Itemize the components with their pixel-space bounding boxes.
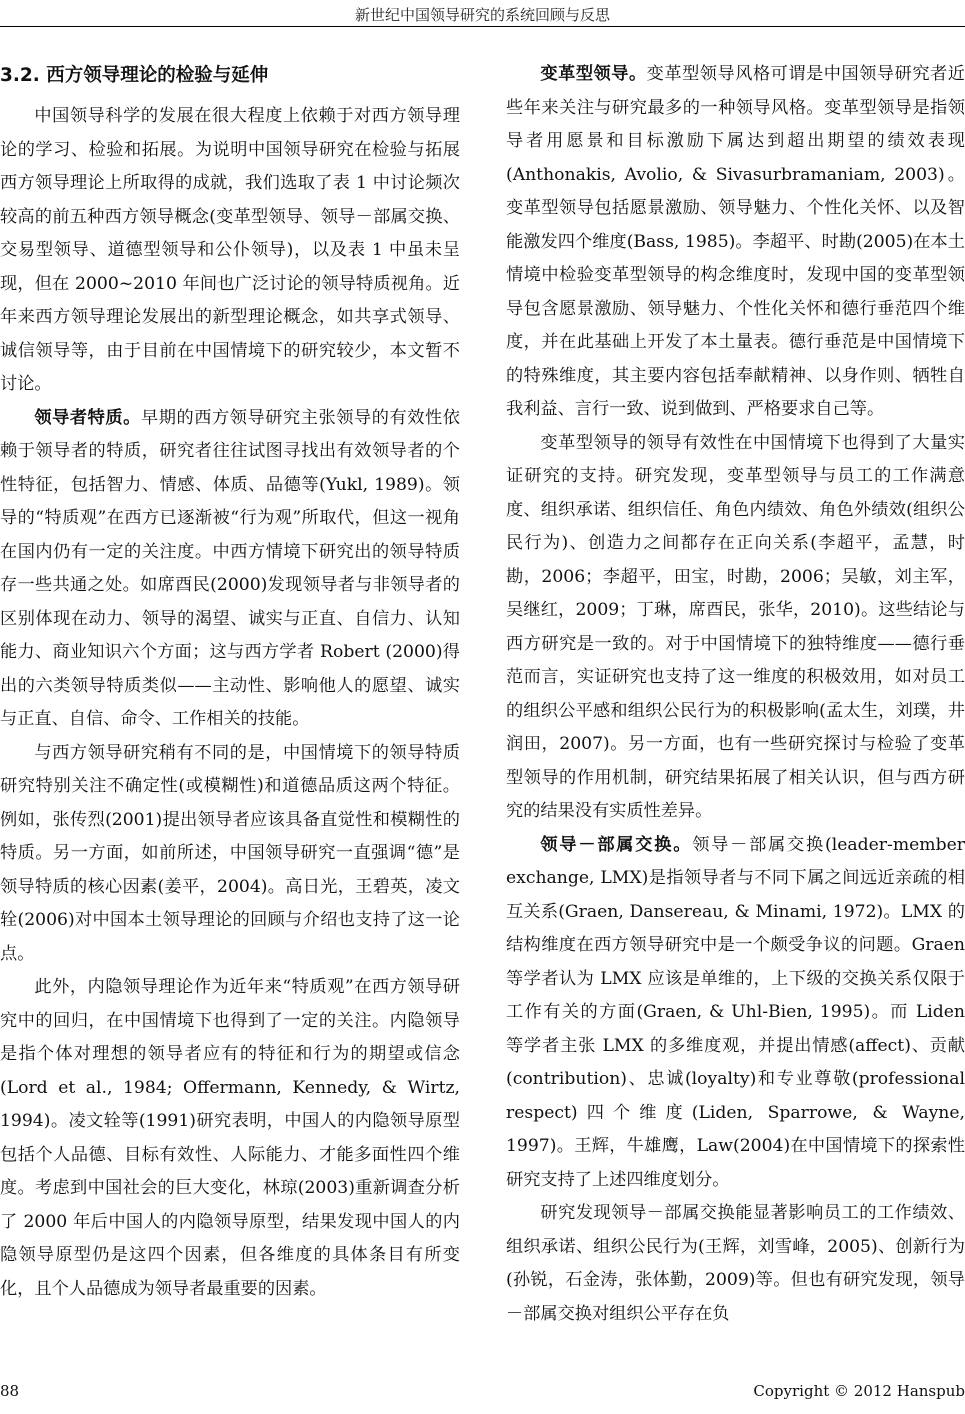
- paragraph-transformational: [506, 58, 965, 427]
- paragraph-body: 早期的西方领导研究主张领导的有效性依赖于领导者的特质，研究者往往试图寻找出有效领导者的个性特征，包括智力、情感、体质、品德等(Yukl, 1989)。领导的“特质观”在西方已逐渐被“行为观”所取代，但这一视角在国内仍有一定的关注度。中西方情境下研究出的领导特质存一些共通之处。如席酉民(2000)发现领导者与非领导者的区别体现在动力、领导的渴望、诚实与正直、自信力、认知能力、商业知识六个方面；这与西方学者 Robert (2000)得出的六类领导特质类似——主动性、影响他人的愿望、诚实与正直、自信、命令、工作相关的技能。: [0, 407, 460, 729]
- paragraph-implicit-leadership: 此外，内隐领导理论作为近年来“特质观”在西方领导研究中的回归，在中国情境下也得到了一定的关注。内隐领导是指个体对理想的领导者应有的特征和行为的期望或信念(Lord et al., 1984; Offermann, Kennedy, & Wirtz, 1994)。凌文辁等(1991)研究表明，中国人的内隐领导原型包括个人品德、目标有效性、人际能力、才能多面性四个维度。考虑到中国社会的巨大变化，林琼(2003)重新调查分析了 2000 年后中国人的内隐领导原型，结果发现中国人的内隐领导原型仍是这四个因素，但各维度的具体条目有所变化，且个人品德成为领导者最重要的因素。: [0, 977, 460, 1299]
- left-column: [0, 58, 460, 1324]
- right-column: [506, 58, 965, 1324]
- paragraph-leader-traits: [0, 402, 460, 737]
- paragraph-body: 领导－部属交换(leader-member exchange, LMX)是指领导者与不同下属之间远近亲疏的相互关系(Graen, Dansereau, & Minami, 1972)。LMX 的结构维度在西方领导研究中是一个颇受争议的问题。Graen 等学者认为 LMX 应该是单维的，上下级的交换关系仅限于工作有关的方面(Graen, & Uhl-Bien, 1995)。而 Liden 等学者主张 LMX 的多维度观，并提出情感(affect)、贡献(contribution)、忠诚(loyalty)和专业尊敬(professional respect)四个维度(Liden, Sparrowe, & Wayne, 1997)。王辉，牛雄鹰，Law(2004)在中国情境下的探索性研究支持了上述四维度划分。: [506, 834, 965, 1190]
- copyright-notice: Copyright © 2012 Hanspub: [753, 1382, 965, 1400]
- running-header: 新世纪中国领导研究的系统回顾与反思: [354, 6, 610, 24]
- header-rule: [0, 26, 965, 27]
- paragraph-intro: 中国领导科学的发展在很大程度上依赖于对西方领导理论的学习、检验和拓展。为说明中国领导研究在检验与拓展西方领导理论上所取得的成就，我们选取了表 1 中讨论频次较高的前五种西方领导概念(变革型领导、领导－部属交换、交易型领导、道德型领导和公仆领导)，以及表 1 中虽未呈现，但在 2000~2010 年间也广泛讨论的领导特质视角。近年来西方领导理论发展出的新型理论概念，如共享式领导、诚信领导等，由于目前在中国情境下的研究较少，本文暂不讨论。: [0, 106, 460, 394]
- paragraph-body: 变革型领导风格可谓是中国领导研究者近些年来关注与研究最多的一种领导风格。变革型领导是指领导者用愿景和目标激励下属达到超出期望的绩效表现(Anthonakis, Avolio, & Sivasurbramaniam, 2003)。变革型领导包括愿景激励、领导魅力、个性化关怀、以及智能激发四个维度(Bass, 1985)。李超平、时勘(2005)在本土情境中检验变革型领导的构念维度时，发现中国的变革型领导包含愿景激励、领导魅力、个性化关怀和德行垂范四个维度，并在此基础上开发了本土量表。德行垂范是中国情境下的特殊维度，其主要内容包括奉献精神、以身作则、牺牲自我利益、言行一致、说到做到、严格要求自己等。: [506, 64, 965, 419]
- section-title: 3.2. 西方领导理论的检验与延伸: [0, 65, 269, 86]
- paragraph-lmx: [506, 829, 965, 1198]
- paragraph-lmx-findings: 研究发现领导－部属交换能显著影响员工的工作绩效、组织承诺、组织公民行为(王辉，刘雪峰，2005)、创新行为(孙锐，石金涛，张体勤，2009)等。但也有研究发现，领导－部属交换对组织公平存在负: [506, 1203, 965, 1324]
- paragraph-lead-heading: 领导者特质。: [34, 407, 141, 428]
- paragraph-lead-heading: 变革型领导。: [540, 64, 647, 84]
- paragraph-trait-differences: 与西方领导研究稍有不同的是，中国情境下的领导特质研究特别关注不确定性(或模糊性)和道德品质这两个特征。例如，张传烈(2001)提出领导者应该具备直觉性和模糊性的特质。另一方面，如前所述，中国领导研究一直强调“德”是领导特质的核心因素(姜平，2004)。高日光，王碧英，凌文辁(2006)对中国本土领导理论的回顾与介绍也支持了这一论点。: [0, 742, 460, 964]
- paragraph-transformational-effectiveness: 变革型领导的领导有效性在中国情境下也得到了大量实证研究的支持。研究发现，变革型领导与员工的工作满意度、组织承诺、组织信任、角色内绩效、角色外绩效(组织公民行为)、创造力之间都存在正向关系(李超平，孟慧，时勘，2006；李超平，田宝，时勘，2006；吴敏，刘主军，吴继红，2009；丁琳，席酉民，张华，2010)。这些结论与西方研究是一致的。对于中国情境下的独特维度——德行垂范而言，实证研究也支持了这一维度的积极效用，如对员工的组织公平感和组织公民行为的积极影响(孟太生，刘璞，井润田，2007)。另一方面，也有一些研究探讨与检验了变革型领导的作用机制，研究结果拓展了相关认识，但与西方研究的结果没有实质性差异。: [506, 432, 965, 821]
- paragraph-lead-heading: 领导－部属交换。: [540, 834, 693, 855]
- page-number: 88: [0, 1382, 20, 1400]
